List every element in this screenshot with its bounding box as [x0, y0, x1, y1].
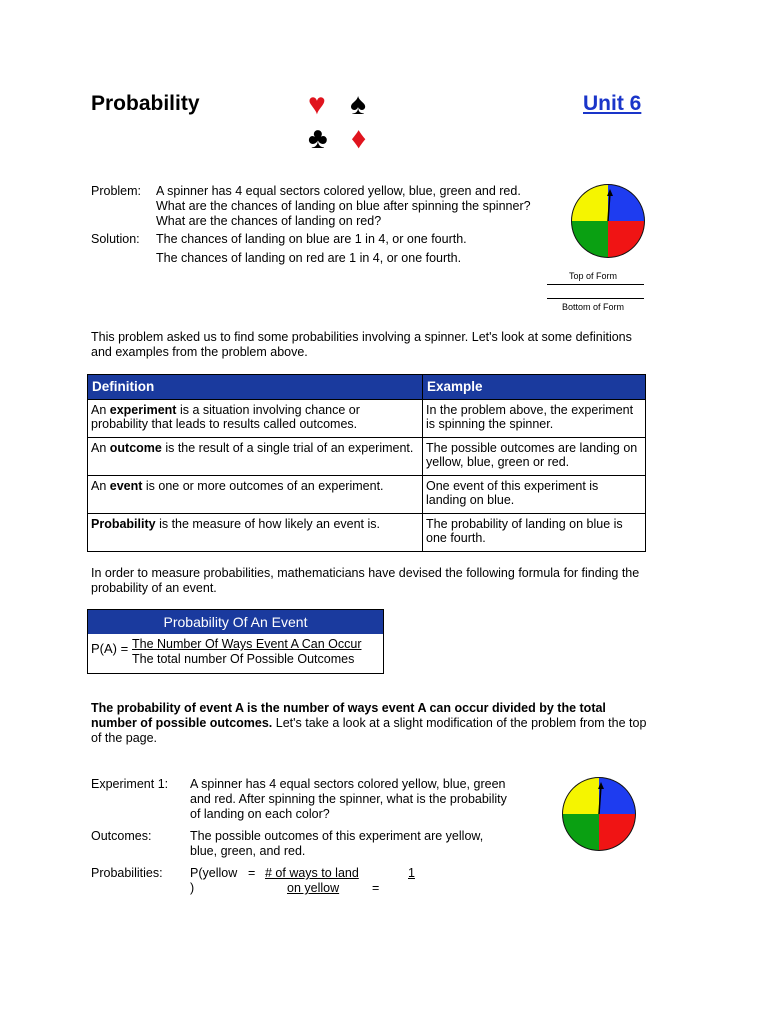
outcomes-label: Outcomes:	[91, 829, 152, 843]
intro-paragraph: This problem asked us to find some probabilities involving a spinner. Let's look at some definitions and examples from the problem above.	[91, 330, 632, 359]
formula-lhs: P(A) =	[91, 641, 129, 656]
spinner-yellow-sector	[563, 778, 599, 814]
unit-link[interactable]: Unit 6	[583, 92, 642, 115]
definition-cell: An outcome is the result of a single trial of an experiment.	[88, 438, 423, 476]
equals-sign-2: =	[372, 881, 380, 895]
solution-line-2: The chances of landing on red are 1 in 4, or one fourth.	[156, 251, 462, 265]
club-icon: ♣	[308, 122, 328, 155]
example-cell: One event of this experiment is landing on blue.	[423, 476, 646, 514]
spinner-yellow-sector	[572, 185, 608, 221]
bottom-of-form: Bottom of Form	[562, 302, 625, 312]
solution-line-1: The chances of landing on blue are 1 in 4, or one fourth.	[156, 232, 467, 246]
p-yellow-close: )	[190, 881, 195, 895]
definition-cell: An experiment is a situation involving chance or probability that leads to results called outcomes.	[88, 400, 423, 438]
heart-icon: ♥	[308, 88, 326, 121]
form-divider-bottom	[547, 298, 644, 299]
table-row	[88, 438, 646, 476]
page-title: Probability	[91, 92, 200, 115]
example-cell: The possible outcomes are landing on yellow, blue, green or red.	[423, 438, 646, 476]
formula-intro: In order to measure probabilities, mathematicians have devised the following formula for finding the probability of an event.	[91, 566, 640, 595]
definition-cell: An event is one or more outcomes of an experiment.	[88, 476, 423, 514]
spinner-green-sector	[563, 814, 599, 850]
definitions-table	[87, 374, 646, 552]
form-divider-top	[547, 284, 644, 285]
outcomes-text: The possible outcomes of this experiment are yellow, blue, green, and red.	[190, 829, 484, 858]
table-row	[88, 514, 646, 552]
formula-denominator: The total number Of Possible Outcomes	[132, 652, 355, 666]
spinner-red-sector	[608, 221, 644, 257]
problem-text: A spinner has 4 equal sectors colored yellow, blue, green and red. What are the chances of landing on blue after spinning the spinner? What are the chances of landing on red?	[156, 184, 531, 228]
spinner-green-sector	[572, 221, 608, 257]
example-cell: The probability of landing on blue is one fourth.	[423, 514, 646, 552]
formula-box	[87, 609, 384, 674]
spade-icon: ♠	[350, 88, 366, 121]
formula-numerator: The Number Of Ways Event A Can Occur	[132, 637, 362, 651]
ways-numerator: # of ways to land	[265, 866, 359, 880]
spinner-image-2	[561, 776, 637, 852]
spinner-blue-sector	[599, 778, 635, 814]
equals-sign: =	[248, 866, 256, 880]
experiment-label: Experiment 1:	[91, 777, 169, 791]
spinner-image	[570, 183, 646, 259]
header-example: Example	[423, 375, 646, 400]
p-yellow: P(yellow	[190, 866, 238, 880]
problem-label: Problem:	[91, 184, 142, 198]
definition-cell: Probability is the measure of how likely an event is.	[88, 514, 423, 552]
header-definition: Definition	[88, 375, 423, 400]
spinner-red-sector	[599, 814, 635, 850]
top-of-form: Top of Form	[569, 271, 618, 281]
example-cell: In the problem above, the experiment is spinning the spinner.	[423, 400, 646, 438]
diamond-icon: ♦	[351, 122, 367, 155]
formula-fraction	[132, 637, 361, 667]
ways-denominator: on yellow	[287, 881, 340, 895]
solution-label: Solution:	[91, 232, 140, 246]
table-row	[88, 400, 646, 438]
table-row	[88, 476, 646, 514]
summary-paragraph: The probability of event A is the number of ways event A can occur divided by the total number of possible outcomes. Let's take a look at a slight modification of the problem from the top of the page.	[91, 701, 647, 745]
probabilities-label: Probabilities:	[91, 866, 163, 880]
spinner-blue-sector	[608, 185, 644, 221]
result-one: 1	[408, 866, 415, 880]
formula-title: Probability Of An Event	[88, 610, 383, 634]
experiment-text: A spinner has 4 equal sectors colored yellow, blue, green and red. After spinning the spinner, what is the probability of landing on each color?	[190, 777, 507, 821]
